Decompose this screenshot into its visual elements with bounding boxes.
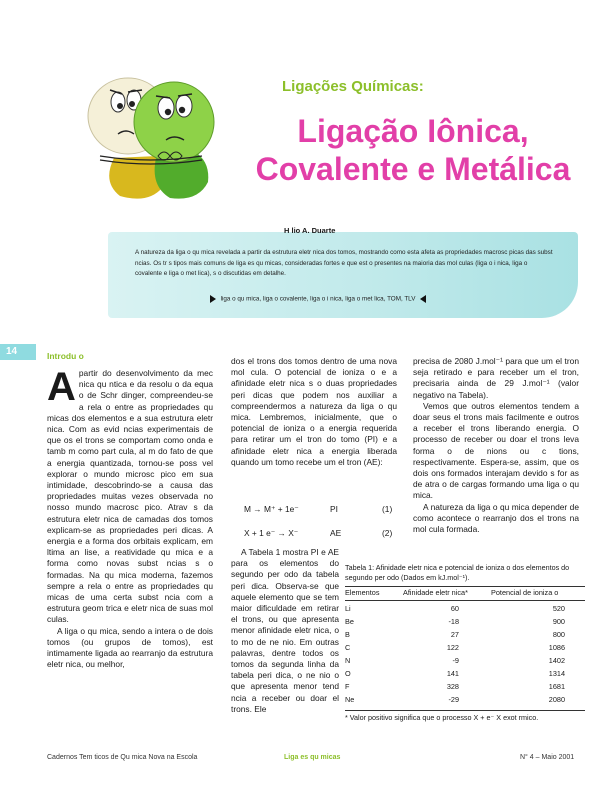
table-rule-header bbox=[345, 600, 585, 601]
eq2-expression: X + 1 e⁻ → X⁻ bbox=[244, 528, 299, 538]
table-cell-affinity: 27 bbox=[450, 630, 459, 639]
table-cell-element: Ne bbox=[345, 695, 355, 704]
table-row bbox=[345, 643, 585, 654]
eq1-number: (1) bbox=[382, 504, 393, 514]
eq2-label: AE bbox=[330, 528, 342, 538]
col3-paragraph-2: Vemos que outros elementos tendem a doar seus el trons mais facilmente e outros a receber el trons liberando energia. O processo de receber ou doar el trons leva forma o de nions ou c tions, respectivamente. Espera-se, assim, que os dois ons formados interajam devido s for as de atra o de cargas formando uma liga o qu mica. bbox=[413, 400, 579, 501]
column-2 bbox=[231, 356, 397, 468]
table-row bbox=[345, 695, 585, 706]
table-cell-element: O bbox=[345, 669, 351, 678]
table-caption: Tabela 1: Afinidade eletr nica e potencial de ioniza o dos elementos do segundo per odo (Dados em kJ.mol⁻¹). bbox=[345, 563, 570, 582]
table-cell-ionization: 1402 bbox=[548, 656, 565, 665]
col1-paragraph-1: partir do desenvolvimento da mec nica qu ntica e da resolu o da equa o de Schr dinger, compreendeu-se a rela o entre as propriedades qu micas dos elementos e a sua estrutura eletr nica. Com as evid ncias experimentais de que os el trons se comportam como onda e tamb m como part cula, al m do fato de que a energia quantizada, tornou-se poss vel explorar o mundo microsc pico em sua intimidade, descobrindo-se a causa das propriedades muitas vezes observada no nosso mundo macrosc pico. Atrav s da estrutura eletr nica de camadas dos tomos explicam-se as propriedades peri dicas. A energia e a forma dos orbitais explicam, em ltima an lise, a reatividade qu mica e a forma como novas subst ncias s o formadas. Na qu mica moderna, fazemos sempre a rela o entre as propriedades qu micas de uma certa subst ncia com a estrutura geom trica e eletr nica de suas mol culas. bbox=[47, 368, 213, 625]
column-3 bbox=[413, 356, 579, 535]
table-cell-affinity: -9 bbox=[452, 656, 459, 665]
table-cell-affinity: 141 bbox=[446, 669, 459, 678]
keywords bbox=[168, 295, 468, 303]
th-ionization-potential: Potencial de ioniza o bbox=[491, 588, 559, 597]
table-cell-ionization: 900 bbox=[552, 617, 565, 626]
col1-paragraph-2: A liga o qu mica, sendo a intera o de dois tomos (ou grupos de tomos), est intimamente ligada ao rearranjo da estrutura eletr nica, ou melhor, bbox=[47, 625, 213, 670]
table-row bbox=[345, 617, 585, 628]
keywords-text: liga o qu mica, liga o covalente, liga o i nica, liga o met lica, TOM, TLV bbox=[220, 295, 416, 303]
eq1-expression: M → M⁺ + 1e⁻ bbox=[244, 504, 299, 514]
table-cell-element: B bbox=[345, 630, 350, 639]
table-cell-element: N bbox=[345, 656, 351, 665]
author-name: H lio A. Duarte bbox=[284, 226, 336, 235]
table-cell-ionization: 800 bbox=[552, 630, 565, 639]
table-cell-ionization: 1086 bbox=[548, 643, 565, 652]
table-cell-affinity: 122 bbox=[446, 643, 459, 652]
footer-section: Liga es qu micas bbox=[284, 754, 341, 761]
table-cell-affinity: -18 bbox=[448, 617, 459, 626]
footer-issue: N° 4 – Maio 2001 bbox=[520, 754, 575, 761]
table-cell-affinity: 328 bbox=[446, 682, 459, 691]
title-line-2: Covalente e Metálica bbox=[255, 151, 571, 187]
cartoon-illustration bbox=[70, 64, 220, 204]
table-row bbox=[345, 604, 585, 615]
table-cell-ionization: 520 bbox=[552, 604, 565, 613]
table-cell-element: Li bbox=[345, 604, 351, 613]
column-2-lower bbox=[231, 547, 339, 715]
col3-paragraph-1: precisa de 2080 J.mol⁻¹ para que um el tron seja retirado e para receber um el tron, precisaria ainda de 29 J.mol⁻¹ (valor negativo na Tabela). bbox=[413, 356, 579, 400]
eq1-label: PI bbox=[330, 504, 338, 514]
footer-journal: Cadernos Tem ticos de Qu mica Nova na Escola bbox=[47, 754, 198, 761]
table-cell-element: F bbox=[345, 682, 350, 691]
table-row bbox=[345, 656, 585, 667]
section-heading: Introdu o bbox=[47, 351, 84, 361]
article-title bbox=[218, 112, 608, 188]
table-cell-ionization: 1314 bbox=[548, 669, 565, 678]
table-cell-element: C bbox=[345, 643, 351, 652]
triangle-right-icon bbox=[210, 295, 216, 303]
col2-paragraph-2: A Tabela 1 mostra PI e AE para os elementos do segundo per odo da tabela peri dica. Observa-se que aquele elemento que se tem maior dificuldade em retirar el trons, ou que apresenta menor afinidade eletr nica, o to mo de ne nio. Em outras palavras, dentre todos os tomos da segunda linha da tabela peri dica, o ne nio o que apresenta menor tend ncia a receber ou doar el trons. Ele bbox=[231, 547, 339, 714]
page-number: 14 bbox=[6, 346, 18, 357]
drop-cap: A bbox=[47, 365, 76, 409]
th-electron-affinity: Afinidade eletr nica* bbox=[403, 588, 468, 597]
col2-paragraph-1: dos el trons dos tomos dentro de uma nova mol cula. O potencial de ioniza o e a afinidade eletr nica s o duas propriedades peri dicas que podem nos auxiliar a compreendermos a natureza da liga o qu mica. Lembremos, inicialmente, que o potencial de ioniza o a energia requerida para retirar um el tron do tomo (PI) e a afinidade eletr nica a energia liberada quando um tomo recebe um el tron (AE): bbox=[231, 356, 397, 467]
table-note: * Valor positivo significa que o processo X + e⁻ X exot rmico. bbox=[345, 713, 539, 722]
article-kicker: Ligações Químicas: bbox=[282, 78, 424, 95]
table-cell-affinity: -29 bbox=[448, 695, 459, 704]
abstract-text: A natureza da liga o qu mica revelada a partir da estrutura eletr nica dos tomos, mostrando como esta afeta as propriedades macrosc picas das subst ncias. Os tr s tipos mais comuns de liga es qu micas, consideradas fortes e que est o presentes na maioria das mol culas (liga o i nica, liga o covalente e liga o met lica), s o discutidas em detalhe. bbox=[135, 249, 553, 277]
triangle-left-icon bbox=[420, 295, 426, 303]
col3-paragraph-3: A natureza da liga o qu mica depender de como acontece o rearranjo dos el trons na mol cula formada. bbox=[413, 501, 579, 535]
table-row bbox=[345, 630, 585, 641]
table-rule-bottom bbox=[345, 710, 585, 711]
th-elements: Elementos bbox=[345, 588, 380, 597]
table-header-row bbox=[345, 588, 585, 599]
table-row bbox=[345, 669, 585, 680]
eq2-number: (2) bbox=[382, 528, 393, 538]
column-1 bbox=[47, 365, 213, 670]
table-row bbox=[345, 682, 585, 693]
table-cell-ionization: 1681 bbox=[548, 682, 565, 691]
table-cell-ionization: 2080 bbox=[548, 695, 565, 704]
title-line-1: Ligação Iônica, bbox=[297, 113, 529, 149]
table-cell-element: Be bbox=[345, 617, 354, 626]
table-rule-top bbox=[345, 586, 585, 587]
table-cell-affinity: 60 bbox=[450, 604, 459, 613]
